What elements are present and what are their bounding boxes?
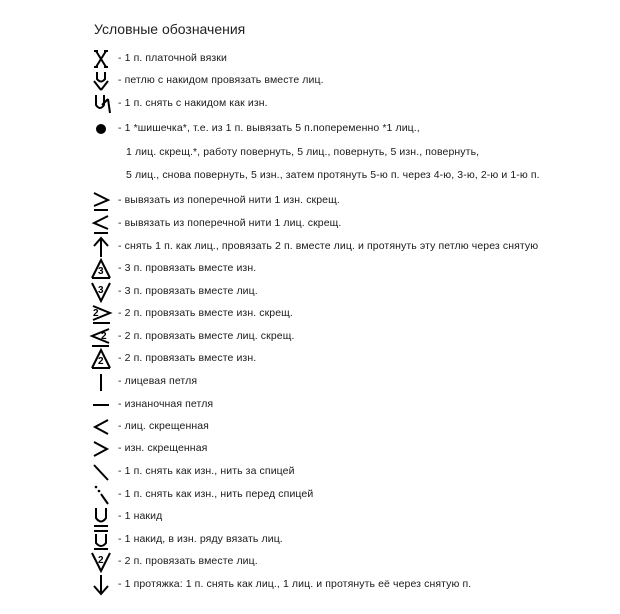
legend-row-17 [0, 417, 620, 437]
legend-text: - 3 п. провязать вместе изн. [118, 262, 257, 274]
legend-text: - изн. скрещенная [118, 442, 208, 454]
svg-text:3: 3 [98, 285, 104, 296]
vertical-bar-icon [86, 372, 118, 392]
legend-text: - лицевая петля [118, 375, 198, 387]
legend-row-6 [0, 166, 620, 186]
legend-text: 1 лиц. скрещ.*, работу повернуть, 5 лиц., повернуть, 5 изн., повернуть, [126, 146, 480, 158]
u-arrow-up-icon [86, 94, 118, 114]
legend-row-15 [0, 372, 620, 392]
legend-row-14 [0, 349, 620, 369]
legend-text: - изнаночная петля [118, 398, 214, 410]
u-arrow-down-icon [86, 71, 118, 91]
legend-text: - 1 накид, в изн. ряду вязать лиц. [118, 533, 283, 545]
triangle-up-3-icon [86, 259, 118, 279]
legend-row-12 [0, 304, 620, 324]
legend-row-20 [0, 485, 620, 505]
legend-text: - 1 п. снять как изн., нить перед спицей [118, 488, 314, 500]
legend-row-22 [0, 530, 620, 550]
legend-text: - 2 п. провязать вместе изн. [118, 352, 257, 364]
u-overline-icon [86, 530, 118, 550]
greater-than-icon [86, 439, 118, 459]
legend-text: - 1 *шишечка*, т.е. из 1 п. вывязать 5 п.попеременно *1 лиц., [118, 122, 420, 134]
legend-row-11 [0, 282, 620, 302]
diagonal-dots-icon [86, 485, 118, 505]
triangle-down-3-icon [86, 282, 118, 302]
legend-text: 5 лиц., снова повернуть, 5 изн., затем протянуть 5-ю п. через 4-ю, 3-ю, 2-ю и 1-ю п. [126, 169, 540, 181]
svg-text:3: 3 [98, 266, 104, 277]
legend-text: - лиц. скрещенная [118, 420, 209, 432]
diagonal-line-icon [86, 462, 118, 482]
less-2-underline-icon [86, 327, 118, 347]
svg-text:2: 2 [101, 331, 107, 342]
less-underline-icon [86, 214, 118, 234]
legend-text: - 2 п. провязать вместе лиц. скрещ. [118, 330, 295, 342]
legend-text: - снять 1 п. как лиц., провязать 2 п. вместе лиц. и протянуть эту петлю через снятую [118, 240, 539, 252]
filled-dot-icon [86, 119, 118, 139]
legend-text: - 2 п. провязать вместе лиц. [118, 555, 258, 567]
legend-row-19 [0, 462, 620, 482]
legend-row-2 [0, 71, 620, 91]
legend-row-24 [0, 575, 620, 595]
arrow-up-icon [86, 237, 118, 257]
greater-2-underline-icon [86, 304, 118, 324]
legend-text: - 1 п. снять как изн., нить за спицей [118, 465, 295, 477]
legend-text: - вывязать из поперечной нити 1 лиц. скрещ. [118, 217, 342, 229]
legend-row-9 [0, 237, 620, 257]
page-title: Условные обозначения [94, 21, 246, 37]
legend-text: - вывязать из поперечной нити 1 изн. скрещ. [118, 194, 340, 206]
legend-row-18 [0, 439, 620, 459]
legend-row-8 [0, 214, 620, 234]
legend-text: - 1 протяжка: 1 п. снять как лиц., 1 лиц. и протянуть её через снятую п. [118, 578, 472, 590]
legend-row-13 [0, 327, 620, 347]
arrow-down-icon [86, 575, 118, 595]
legend-row-23 [0, 552, 620, 572]
svg-text:2: 2 [93, 308, 99, 319]
legend-text: - петлю с накидом провязать вместе лиц. [118, 74, 324, 86]
legend-text: - 3 п. провязать вместе лиц. [118, 285, 258, 297]
legend-row-3 [0, 94, 620, 114]
legend-text: - 2 п. провязать вместе изн. скрещ. [118, 307, 293, 319]
legend-row-5 [0, 143, 620, 163]
legend-text: - 1 накид [118, 510, 163, 522]
u-underline-icon [86, 507, 118, 527]
cross-stitch-icon [86, 49, 118, 69]
legend-row-10 [0, 259, 620, 279]
svg-text:2: 2 [98, 555, 104, 566]
legend-row-4 [0, 119, 620, 139]
legend-row-21 [0, 507, 620, 527]
triangle-up-2-icon [86, 349, 118, 369]
less-than-icon [86, 417, 118, 437]
greater-underline-icon [86, 191, 118, 211]
legend-text: - 1 п. снять с накидом как изн. [118, 97, 268, 109]
triangle-down-2-icon [86, 552, 118, 572]
legend-row-16 [0, 395, 620, 415]
legend-row-7 [0, 191, 620, 211]
horizontal-bar-icon [86, 395, 118, 415]
svg-text:2: 2 [98, 356, 104, 367]
legend-text: - 1 п. платочной вязки [118, 52, 227, 64]
legend-row-1 [0, 49, 620, 69]
